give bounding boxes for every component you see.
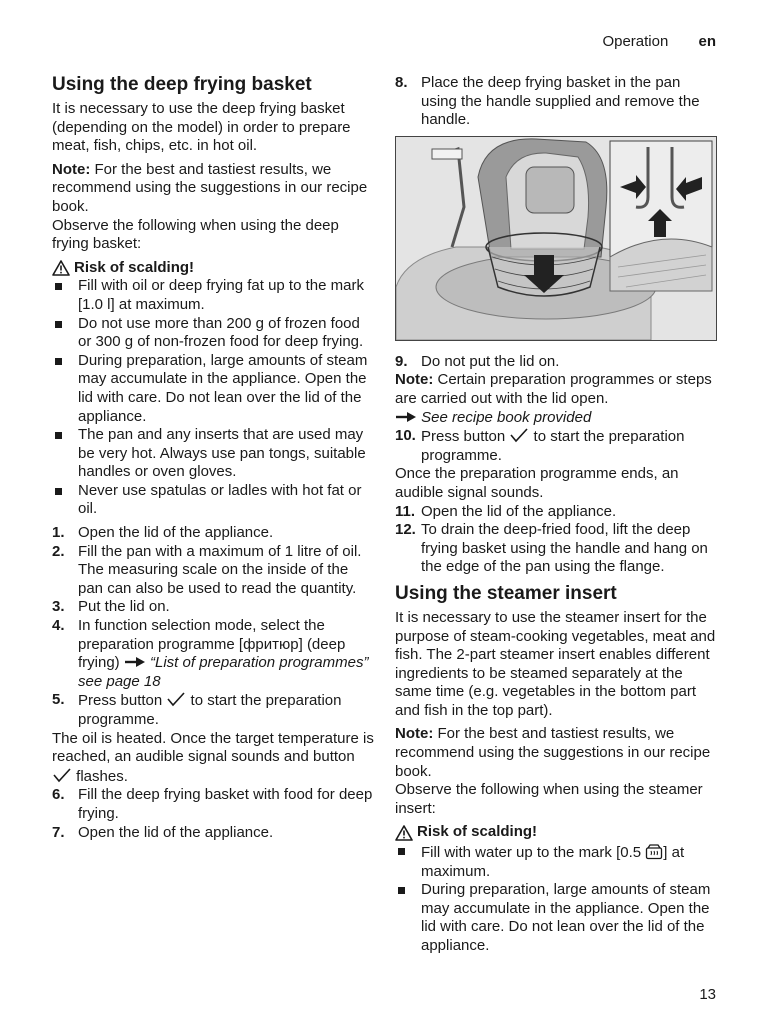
- page-number: 13: [699, 986, 716, 1003]
- list-item: Fill with oil or deep frying fat up to the mark [1.0 l] at maximum.: [52, 277, 374, 314]
- check-button-icon: [166, 691, 186, 707]
- warning-list: [52, 277, 374, 519]
- warning-heading: [52, 259, 374, 278]
- oil-heated-text: The oil is heated. Once the target temperature is reached, an audible signal sounds and button flashes.: [52, 729, 374, 785]
- note-label: Note:: [395, 725, 434, 743]
- check-button-icon: [52, 767, 72, 783]
- list-item: Do not use more than 200 g of frozen food or 300 g of non-frozen food for deep frying.: [52, 315, 374, 352]
- see-recipe-text: See recipe book provided: [421, 408, 592, 426]
- steps-list-continued: [52, 786, 374, 842]
- step-item: 12. To drain the deep-fried food, lift the deep frying basket using the handle and hang on the edge of the pan using the flange.: [395, 521, 708, 576]
- step-item: 4. In function selection mode, select the preparation programme [фритюр] (deep frying) “List of preparation programmes” see page 18: [52, 617, 369, 690]
- section-name: Operation: [602, 33, 669, 50]
- note-paragraph: [395, 371, 719, 408]
- list-item: Fill with water up to the mark [0.5 ] at maximum.: [395, 842, 719, 881]
- step-item: 7. Open the lid of the appliance.: [52, 823, 274, 841]
- list-item: The pan and any inserts that are used may be very hot. Always use pan tongs, suitable handles or oven gloves.: [52, 426, 374, 482]
- step-item: 1. Open the lid of the appliance.: [52, 524, 274, 542]
- step-item: 9. Do not put the lid on.: [395, 352, 560, 370]
- warning-list-2: [395, 842, 719, 956]
- steps-list: [52, 524, 374, 730]
- steam-intro-text: It is necessary to use the steamer insert for the purpose of steam-cooking vegetables, meat and fish. The 2-part steamer insert enables different ingredients to be steamed separately at the same time (e.g. vegetables in the bottom part and fish in the top part).: [395, 608, 716, 719]
- arrow-right-icon: [395, 411, 417, 423]
- section-title-steamer: Using the steamer insert: [395, 582, 617, 604]
- language-code: en: [698, 33, 716, 50]
- ends-text: Once the preparation programme ends, an audible signal sounds.: [395, 465, 679, 501]
- intro-text: It is necessary to use the deep frying basket (depending on the model) in order to prepare meat, fish, chips, etc. in hot oil.: [52, 100, 351, 155]
- page-header: [602, 33, 716, 52]
- step-item: 5. Press button to start the preparation programme.: [52, 691, 342, 728]
- step-item: 6. Fill the deep frying basket with food for deep frying.: [52, 786, 373, 822]
- list-item: During preparation, large amounts of steam may accumulate in the appliance. Open the lid with care. Do not lean over the lid of the appliance.: [395, 881, 719, 955]
- observe-text: Observe the following when using the deep frying basket:: [52, 216, 339, 253]
- step-item: 3. Put the lid on.: [52, 598, 170, 616]
- warning-text: Risk of scalding!: [417, 823, 538, 841]
- deep-fryer-drawing: [396, 137, 716, 340]
- basket-illustration: [395, 136, 717, 341]
- steps-list-right: [395, 74, 719, 130]
- note-label: Note:: [395, 371, 434, 389]
- step-item: 2. Fill the pan with a maximum of 1 litre of oil. The measuring scale on the inside of the pan can also be used to read the quantity.: [52, 542, 362, 597]
- note-paragraph: [52, 161, 374, 217]
- list-item: During preparation, large amounts of steam may accumulate in the appliance. Open the lid with care. Do not lean over the lid of the appliance.: [52, 352, 374, 426]
- right-column: [395, 74, 719, 956]
- note-label: Note:: [52, 160, 91, 178]
- note-text: Certain preparation programmes or steps are carried out with the lid open.: [395, 371, 712, 407]
- note-text: For the best and tastiest results, we recommend using the suggestions in our recipe book.: [52, 160, 368, 215]
- warning-triangle-icon: [395, 825, 413, 841]
- note-paragraph-2: [395, 725, 719, 781]
- left-column: [52, 74, 374, 842]
- step-item: 8. Place the deep frying basket in the pan using the handle supplied and remove the handle.: [395, 74, 700, 129]
- warning-text: Risk of scalding!: [74, 258, 195, 276]
- steps-list-right-2: [395, 353, 719, 372]
- warning-heading-2: [395, 823, 719, 842]
- note-text: For the best and tastiest results, we recommend using the suggestions in our recipe book.: [395, 725, 711, 780]
- cross-reference-link[interactable]: “List of preparation programmes” see page 18: [78, 654, 369, 690]
- steps-list-right-3: [395, 427, 719, 465]
- list-item: Never use spatulas or ladles with hot fat or oil.: [52, 482, 374, 519]
- steps-list-right-4: [395, 503, 719, 577]
- arrow-right-icon: [124, 656, 146, 668]
- steam-mark-icon: [645, 842, 663, 860]
- step-item: 10. Press button to start the preparation programme.: [395, 427, 685, 464]
- observe-text-2: Observe the following when using the steamer insert:: [395, 781, 703, 817]
- step-item: 11. Open the lid of the appliance.: [395, 502, 617, 520]
- warning-triangle-icon: [52, 260, 70, 276]
- check-button-icon: [509, 427, 529, 443]
- section-title-deep-frying: Using the deep frying basket: [52, 74, 312, 95]
- see-recipe-reference: [395, 409, 719, 428]
